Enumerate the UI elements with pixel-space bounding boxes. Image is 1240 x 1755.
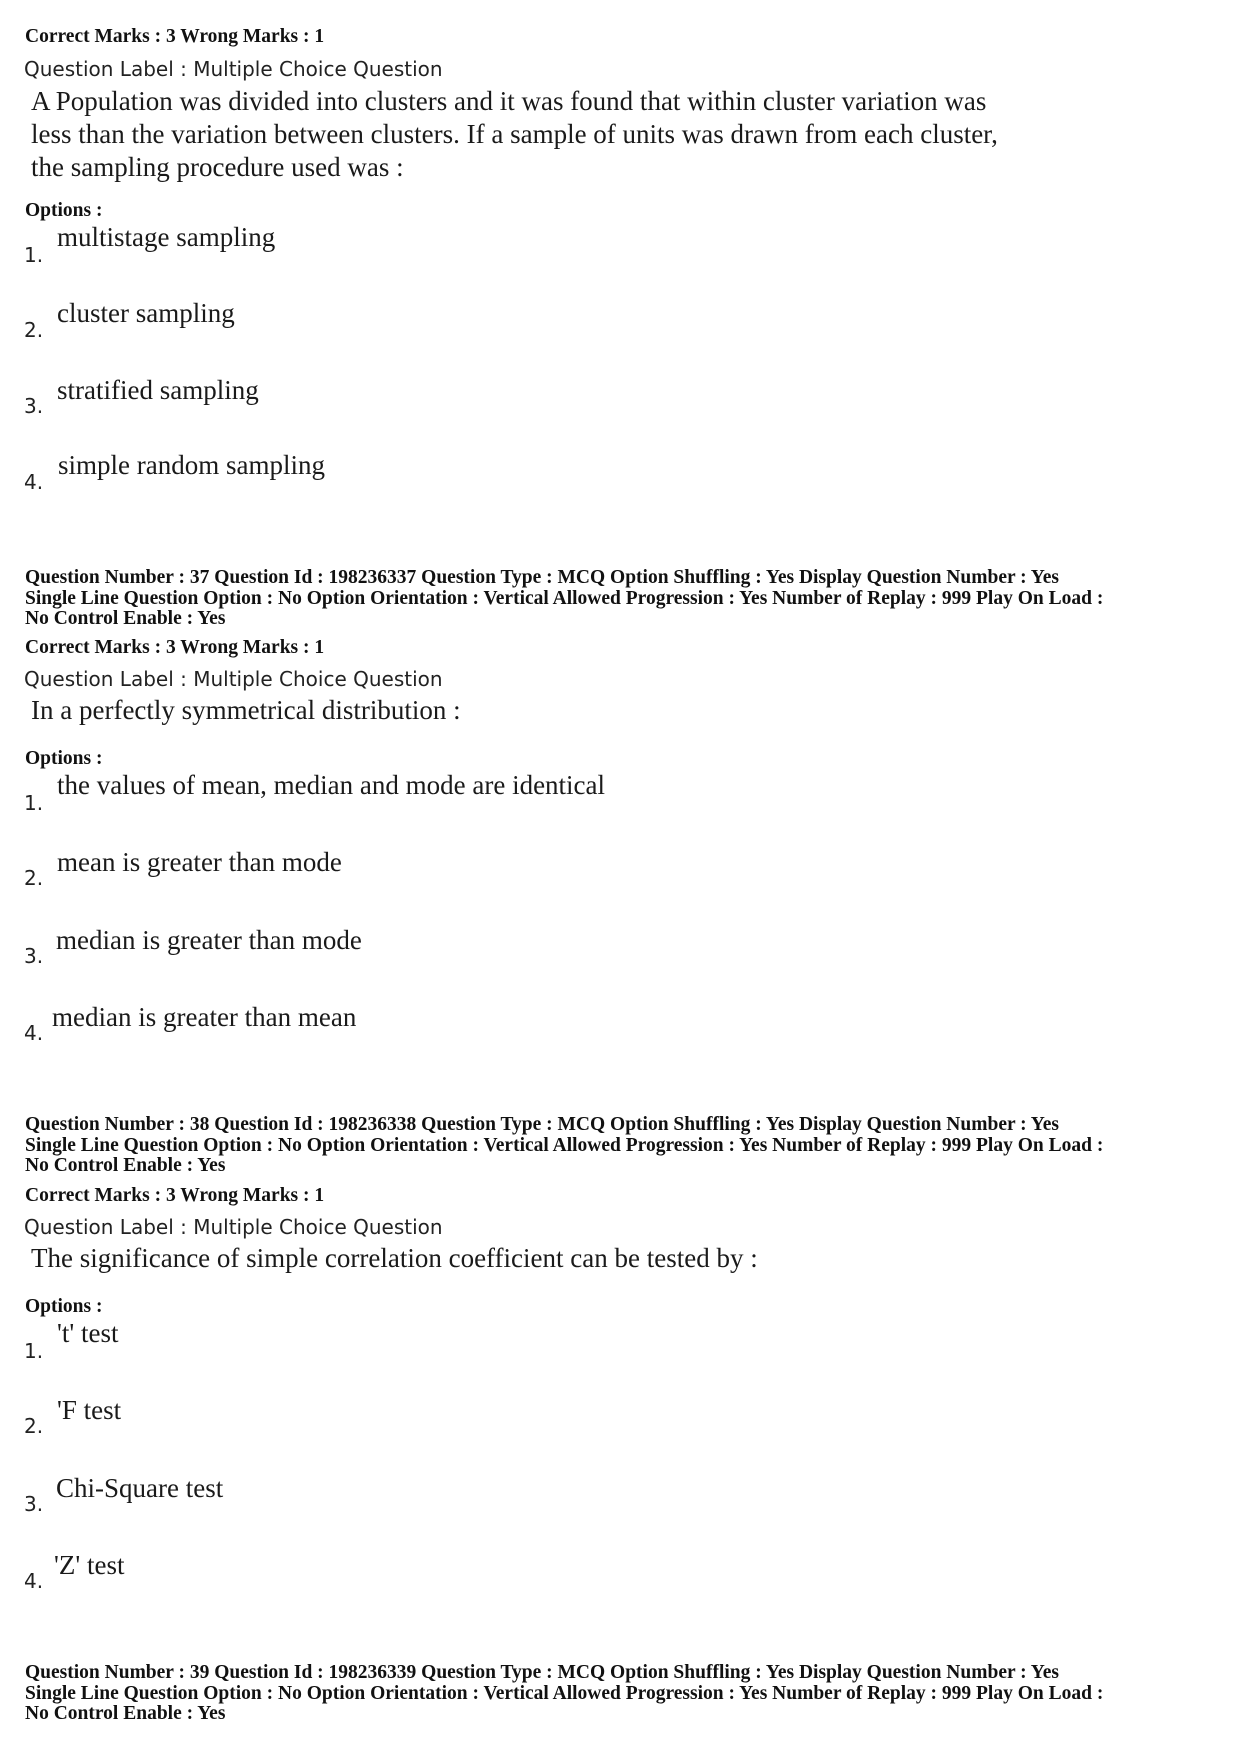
q36-question-label: Question Label : Multiple Choice Question: [24, 57, 443, 81]
q36-option-text: cluster sampling: [57, 298, 235, 328]
q36-options-heading: Options :: [25, 200, 103, 221]
q38-option-number: 1.: [24, 1339, 44, 1363]
q38-question-label: Question Label : Multiple Choice Question: [24, 1215, 443, 1239]
q38-question-text: The significance of simple correlation coefficient can be tested by :: [31, 1243, 758, 1273]
q36-text-line: less than the variation between clusters. If a sample of units was drawn from each cluster,: [31, 119, 998, 149]
q38-info-line: No Control Enable : Yes: [25, 1155, 226, 1176]
q37-info-block: [25, 568, 1225, 630]
q36-option-text: multistage sampling: [57, 222, 276, 252]
q36-text-line: the sampling procedure used was :: [31, 152, 404, 182]
q37-info-line: Question Number : 37 Question Id : 198236337 Question Type : MCQ Option Shuffling : Yes Display Question Number : Yes: [25, 567, 1059, 588]
q38-option-number: 4.: [24, 1569, 44, 1593]
q37-marks: Correct Marks : 3 Wrong Marks : 1: [25, 637, 325, 658]
q37-option-number: 1.: [24, 791, 44, 815]
q36-option-number: 2.: [24, 318, 44, 342]
q39-info-block: [25, 1663, 1225, 1725]
q38-option-number: 3.: [24, 1492, 44, 1516]
q38-info-block: [25, 1115, 1225, 1177]
q37-option-number: 3.: [24, 944, 44, 968]
q38-info-line: Single Line Question Option : No Option Orientation : Vertical Allowed Progression : Yes Number of Replay : 999 Play On Load :: [25, 1134, 1104, 1156]
q37-question-text: In a perfectly symmetrical distribution :: [31, 695, 461, 725]
q36-marks: Correct Marks : 3 Wrong Marks : 1: [25, 26, 325, 47]
q36-option-number: 1.: [24, 243, 44, 267]
q37-options-heading: Options :: [25, 748, 103, 769]
q36-option-text: stratified sampling: [57, 375, 259, 405]
q38-option-number: 2.: [24, 1414, 44, 1438]
q37-question-label: Question Label : Multiple Choice Question: [24, 667, 443, 691]
q36-question-text: [31, 85, 998, 184]
q37-info-line: No Control Enable : Yes: [25, 608, 226, 629]
q37-option-text: median is greater than mode: [56, 925, 362, 955]
q36-option-number: 4.: [24, 470, 44, 494]
q38-info-line: Question Number : 38 Question Id : 198236338 Question Type : MCQ Option Shuffling : Yes Display Question Number : Yes: [25, 1114, 1059, 1135]
q36-option-number: 3.: [24, 394, 44, 418]
q38-marks: Correct Marks : 3 Wrong Marks : 1: [25, 1185, 325, 1206]
q37-option-number: 4.: [24, 1021, 44, 1045]
q37-option-text: mean is greater than mode: [57, 847, 342, 877]
q39-info-line: No Control Enable : Yes: [25, 1703, 226, 1724]
q37-option-text: the values of mean, median and mode are identical: [57, 770, 606, 800]
q38-option-text: 'Z' test: [54, 1550, 125, 1580]
q36-option-text: simple random sampling: [58, 450, 325, 480]
q37-option-text: median is greater than mean: [52, 1002, 357, 1032]
q38-options-heading: Options :: [25, 1296, 103, 1317]
q38-option-text: 't' test: [57, 1318, 119, 1348]
q38-option-text: Chi-Square test: [56, 1473, 224, 1503]
q37-option-number: 2.: [24, 866, 44, 890]
q38-option-text: 'F test: [57, 1395, 122, 1425]
q36-text-line: A Population was divided into clusters and it was found that within cluster variation was: [31, 86, 987, 116]
q39-info-line: Question Number : 39 Question Id : 198236339 Question Type : MCQ Option Shuffling : Yes Display Question Number : Yes: [25, 1662, 1059, 1683]
q37-info-line: Single Line Question Option : No Option Orientation : Vertical Allowed Progression : Yes Number of Replay : 999 Play On Load :: [25, 587, 1104, 609]
q39-info-line: Single Line Question Option : No Option Orientation : Vertical Allowed Progression : Yes Number of Replay : 999 Play On Load :: [25, 1682, 1104, 1704]
